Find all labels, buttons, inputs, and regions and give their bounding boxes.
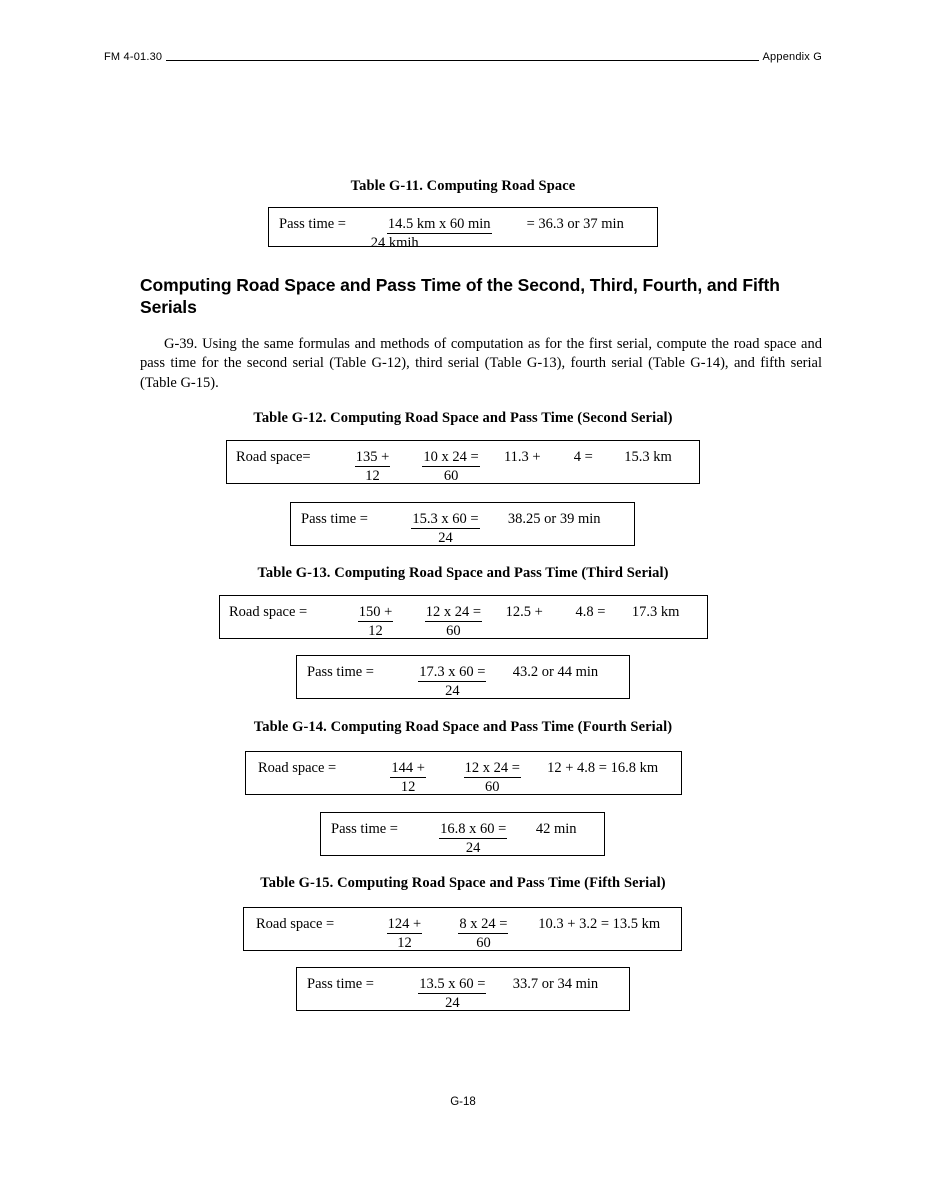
- g14-road-num1: 144 +: [390, 759, 426, 778]
- table-g15-roadspace-box: [243, 907, 682, 951]
- g12-road-term4: 4 =: [573, 449, 593, 465]
- g12-road-num1: 135 +: [355, 448, 391, 467]
- g15-road-num1: 124 +: [387, 915, 423, 934]
- paragraph-g39: G-39. Using the same formulas and methods of computation as for the first serial, compute the road space and pass time for the second serial (Table G-12), third serial (Table G-13), fourth serial (Table G-14), and fifth serial (Table G-15).: [140, 336, 822, 391]
- g14-road-num2: 12 x 24 =: [464, 759, 521, 778]
- g14-road-label: Road space =: [258, 760, 337, 776]
- g11-pass-result: = 36.3 or 37 min: [526, 216, 624, 232]
- g13-pass-denominator: 24: [445, 683, 460, 700]
- g12-pass-denominator: 24: [438, 530, 453, 547]
- g14-pass-label: Pass time =: [331, 821, 398, 837]
- g13-road-result: 17.3 km: [631, 604, 680, 620]
- running-header: [104, 48, 822, 66]
- table-g15-title: Table G-15. Computing Road Space and Pass Time (Fifth Serial): [260, 875, 666, 891]
- g15-road-num2: 8 x 24 =: [458, 915, 508, 934]
- g13-road-num2: 12 x 24 =: [425, 603, 482, 622]
- g11-pass-label: Pass time =: [279, 216, 346, 232]
- g12-road-result: 15.3 km: [624, 449, 672, 465]
- table-g14-roadspace-box: [245, 751, 682, 795]
- g13-road-den1: 12: [368, 623, 383, 640]
- g12-road-label: Road space=: [236, 449, 311, 465]
- table-g12-passtime-box: [290, 502, 635, 546]
- g15-road-label: Road space =: [256, 916, 335, 932]
- g12-road-term3: 11.3 +: [503, 449, 541, 465]
- g15-pass-numerator: 13.5 x 60 =: [418, 975, 486, 994]
- g11-pass-denominator: 24 kmih: [370, 235, 419, 252]
- header-rule: [166, 60, 758, 61]
- table-g11-formula-box: [268, 207, 658, 252]
- table-g11-title: Table G-11. Computing Road Space: [350, 178, 576, 194]
- section-heading: Computing Road Space and Pass Time of the Second, Third, Fourth, and Fifth Serials: [140, 275, 780, 318]
- g13-road-label: Road space =: [229, 604, 308, 620]
- g15-pass-label: Pass time =: [307, 976, 374, 992]
- g14-pass-numerator: 16.8 x 60 =: [439, 820, 507, 839]
- g15-pass-denominator: 24: [445, 995, 460, 1012]
- g14-road-den2: 60: [485, 779, 500, 796]
- g12-pass-numerator: 15.3 x 60 =: [411, 510, 479, 529]
- g14-pass-result: 42 min: [535, 821, 577, 837]
- table-g12-title: Table G-12. Computing Road Space and Pass Time (Second Serial): [253, 410, 673, 426]
- table-g14-passtime-box: [320, 812, 605, 856]
- table-g15-passtime-box: [296, 967, 630, 1011]
- g12-pass-label: Pass time =: [301, 511, 368, 527]
- header-left-text: FM 4-01.30: [104, 51, 163, 63]
- page-number: G-18: [450, 1096, 476, 1108]
- g12-road-den2: 60: [443, 468, 459, 485]
- g13-road-term3: 12.5 +: [505, 604, 543, 620]
- g12-road-den1: 12: [365, 468, 380, 485]
- header-right-text: Appendix G: [762, 51, 822, 63]
- g13-road-den2: 60: [446, 623, 461, 640]
- g12-pass-result: 38.25 or 39 min: [507, 511, 601, 527]
- table-g13-title: Table G-13. Computing Road Space and Pass Time (Third Serial): [257, 565, 669, 581]
- g13-road-num1: 150 +: [358, 603, 394, 622]
- g15-road-den1: 12: [397, 935, 412, 952]
- table-g13-passtime-box: [296, 655, 630, 699]
- table-g13-roadspace-box: [219, 595, 708, 639]
- table-g12-roadspace-box: [226, 440, 700, 484]
- g15-road-den2: 60: [476, 935, 491, 952]
- page-footer: [0, 1096, 926, 1108]
- g14-pass-denominator: 24: [465, 840, 481, 857]
- g14-road-den1: 12: [400, 779, 416, 796]
- g12-road-num2: 10 x 24 =: [422, 448, 479, 467]
- g11-pass-numerator: 14.5 km x 60 min: [387, 215, 492, 234]
- g13-pass-result: 43.2 or 44 min: [512, 664, 599, 680]
- table-g14-title: Table G-14. Computing Road Space and Pass Time (Fourth Serial): [253, 719, 673, 735]
- g14-road-result: 12 + 4.8 = 16.8 km: [547, 760, 659, 776]
- g13-road-term4: 4.8 =: [575, 604, 606, 620]
- g13-pass-numerator: 17.3 x 60 =: [418, 663, 486, 682]
- g13-pass-label: Pass time =: [307, 664, 374, 680]
- g15-road-result: 10.3 + 3.2 = 13.5 km: [538, 916, 661, 932]
- g15-pass-result: 33.7 or 34 min: [512, 976, 599, 992]
